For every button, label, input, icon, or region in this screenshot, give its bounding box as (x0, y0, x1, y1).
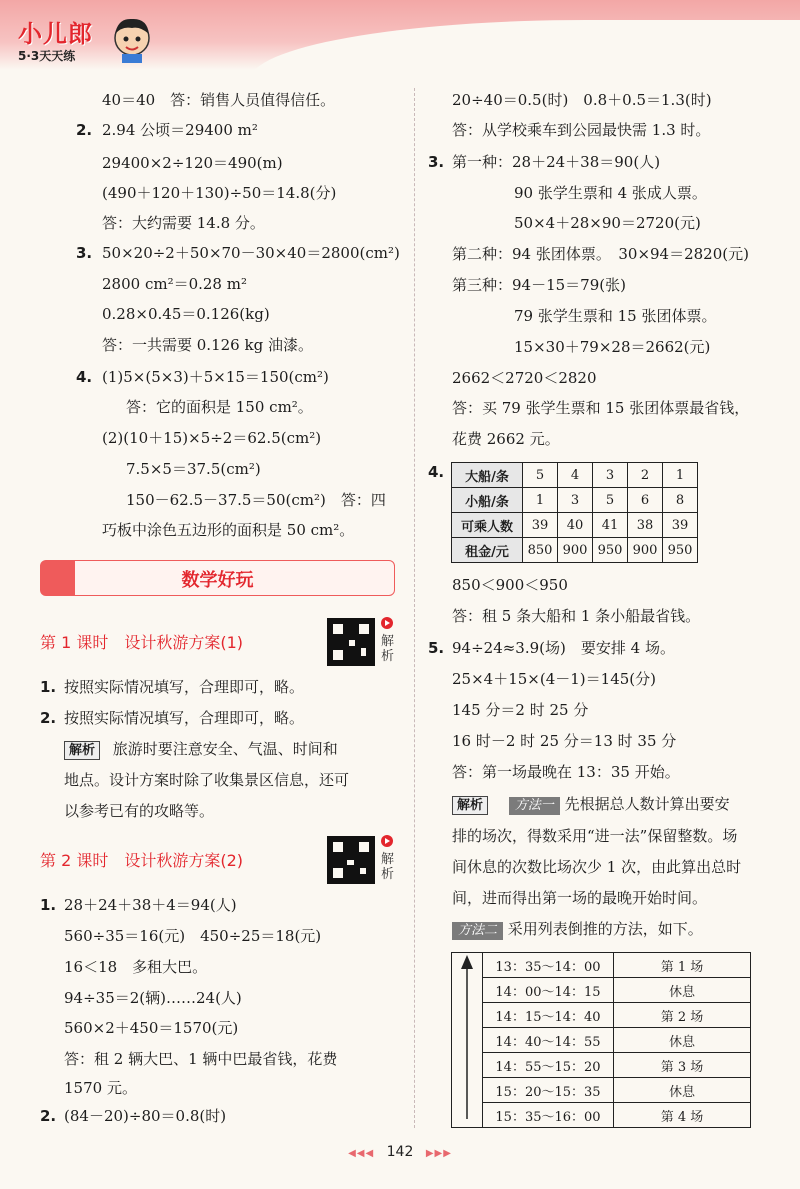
play-icon[interactable] (381, 617, 393, 629)
analysis-line: 间休息的次数比场次少 1 次，由此算出总时 (452, 858, 742, 876)
table-cell: 1 (663, 463, 698, 488)
analysis-text: 采用列表倒推的方法，如下。 (507, 920, 703, 938)
answer-line: 94÷24≈3.9(场) 要安排 4 场。 (452, 639, 675, 657)
table-cell: 6 (628, 488, 663, 513)
question-number: 1. (40, 678, 57, 696)
mascot-icon (110, 14, 154, 64)
time-cell: 14：00～14：15 (483, 978, 614, 1003)
analysis-text: 先根据总人数计算出要安 (564, 795, 730, 813)
event-cell: 第 3 场 (614, 1053, 751, 1078)
answer-line: 2800 cm²＝0.28 m² (102, 275, 247, 293)
table-row (452, 978, 751, 1003)
answer-line: 答：买 79 张学生票和 15 张团体票最省钱， (452, 399, 750, 417)
page-number: 142 (386, 1144, 414, 1160)
answer-line: 29400×2÷120＝490(m) (102, 154, 283, 172)
answer-line: 25×4＋15×(4－1)＝145(分) (452, 670, 656, 688)
qr-code-icon[interactable] (327, 618, 375, 666)
answer-line: 第三种：94－15＝79(张) (452, 276, 626, 294)
analysis-line (64, 739, 338, 760)
qr-label: 解析 (381, 634, 395, 664)
method-tag: 方法一 (509, 797, 560, 815)
answer-line: 第二种：94 张团体票。 30×94＝2820(元) (452, 245, 749, 263)
section-title: 数学好玩 (181, 570, 254, 591)
table-row (452, 1003, 751, 1028)
answer-line: 答：从学校乘车到公园最快需 1.3 时。 (452, 121, 711, 139)
answer-line: 850＜900＜950 (452, 576, 568, 594)
answer-line: (490＋120＋130)÷50＝14.8(分) (102, 184, 337, 202)
lesson-title: 第 2 课时 设计秋游方案(2) (40, 851, 244, 870)
lesson-title: 第 1 课时 设计秋游方案(1) (40, 633, 244, 652)
question-number: 1. (40, 896, 57, 914)
answer-line: 巧板中涂色五边形的面积是 50 cm²。 (102, 521, 355, 539)
table-cell: 39 (523, 513, 558, 538)
table-row (452, 1053, 751, 1078)
answer-line: 560÷35＝16(元) 450÷25＝18(元) (64, 927, 322, 945)
brand-logo (18, 14, 93, 64)
table-cell: 950 (663, 538, 698, 563)
time-cell: 15：20～15：35 (483, 1078, 614, 1103)
table-cell: 39 (663, 513, 698, 538)
row-header: 可乘人数 (452, 513, 523, 538)
table-cell: 3 (558, 488, 593, 513)
play-icon[interactable] (381, 835, 393, 847)
right-arrows-icon: ▶▶▶ (425, 1148, 452, 1159)
question-number: 4. (76, 368, 93, 386)
table-cell: 5 (523, 463, 558, 488)
answer-line: 答：第一场最晚在 13：35 开始。 (452, 763, 680, 781)
table-cell: 900 (628, 538, 663, 563)
answer-line: 第一种：28＋24＋38＝90(人) (452, 153, 661, 171)
event-cell: 休息 (614, 978, 751, 1003)
table-cell: 38 (628, 513, 663, 538)
answer-line: 2.94 公顷＝29400 m² (102, 121, 258, 139)
table-row (452, 513, 698, 538)
table-cell: 4 (558, 463, 593, 488)
answer-line: 答：租 5 条大船和 1 条小船最省钱。 (452, 607, 701, 625)
table-row (452, 488, 698, 513)
answer-line: 90 张学生票和 4 张成人票。 (514, 184, 707, 202)
qr-label: 解析 (381, 852, 395, 882)
time-cell: 14：40～14：55 (483, 1028, 614, 1053)
answer-line: 15×30＋79×28＝2662(元) (514, 338, 711, 356)
table-cell: 3 (593, 463, 628, 488)
analysis-line: 排的场次，得数采用“进一法”保留整数。场 (452, 827, 738, 845)
analysis-line (452, 794, 730, 815)
event-cell: 休息 (614, 1078, 751, 1103)
boat-table (451, 462, 698, 563)
event-cell: 第 1 场 (614, 953, 751, 978)
time-cell: 13：35～14：00 (483, 953, 614, 978)
up-arrow-icon (457, 953, 477, 1123)
answer-line: 答：它的面积是 150 cm²。 (126, 398, 313, 416)
answer-line: 50×4＋28×90＝2720(元) (514, 214, 701, 232)
question-number: 3. (76, 244, 93, 262)
left-arrows-icon: ◀◀◀ (348, 1148, 375, 1159)
answer-line: 560×2＋450＝1570(元) (64, 1019, 239, 1037)
answer-line: 答：一共需要 0.126 kg 油漆。 (102, 336, 313, 354)
row-header: 小船/条 (452, 488, 523, 513)
question-number: 5. (428, 639, 445, 657)
table-row (452, 1028, 751, 1053)
answer-line: 答：大约需要 14.8 分。 (102, 214, 265, 232)
answer-line: 花费 2662 元。 (452, 430, 560, 448)
answer-line: (1)5×(5×3)＋5×15＝150(cm²) (102, 368, 329, 386)
event-cell: 休息 (614, 1028, 751, 1053)
answer-line: 7.5×5＝37.5(cm²) (126, 460, 261, 478)
answer-line: 1570 元。 (64, 1079, 137, 1097)
analysis-tag: 解析 (452, 796, 488, 815)
analysis-line: 地点。设计方案时除了收集景区信息，还可 (64, 771, 350, 789)
answer-line: 16 时－2 时 25 分＝13 时 35 分 (452, 732, 677, 750)
qr-code-icon[interactable] (327, 836, 375, 884)
table-cell: 900 (558, 538, 593, 563)
answer-line: (2)(10＋15)×5÷2＝62.5(cm²) (102, 429, 322, 447)
column-divider (414, 88, 415, 1128)
method-tag: 方法二 (452, 922, 503, 940)
arrow-cell (452, 953, 483, 1128)
analysis-line: 间，进而得出第一场的最晚开始时间。 (452, 889, 708, 907)
table-cell: 5 (593, 488, 628, 513)
answer-line: 79 张学生票和 15 张团体票。 (514, 307, 717, 325)
analysis-line: 以参考已有的攻略等。 (64, 802, 215, 820)
table-row (452, 1103, 751, 1128)
event-cell: 第 2 场 (614, 1003, 751, 1028)
answer-line: 145 分＝2 时 25 分 (452, 701, 589, 719)
answer-line: 按照实际情况填写，合理即可，略。 (64, 678, 305, 696)
answer-line: 150－62.5－37.5＝50(cm²) 答：四 (126, 491, 386, 509)
answer-line: 0.28×0.45＝0.126(kg) (102, 305, 270, 323)
answer-line: 2662＜2720＜2820 (452, 369, 597, 387)
answer-line: 按照实际情况填写，合理即可，略。 (64, 709, 305, 727)
row-header: 租金/元 (452, 538, 523, 563)
answer-line: 16＜18 多租大巴。 (64, 958, 208, 976)
schedule-table (451, 952, 751, 1128)
row-header: 大船/条 (452, 463, 523, 488)
table-cell: 41 (593, 513, 628, 538)
analysis-tag: 解析 (64, 741, 100, 760)
question-number: 3. (428, 153, 445, 171)
table-row (452, 463, 698, 488)
table-cell: 1 (523, 488, 558, 513)
table-cell: 8 (663, 488, 698, 513)
analysis-line (452, 919, 703, 940)
question-number: 2. (40, 1107, 57, 1125)
answer-line: 40＝40 答：销售人员值得信任。 (102, 91, 336, 109)
time-cell: 14：55～15：20 (483, 1053, 614, 1078)
time-cell: 14：15～14：40 (483, 1003, 614, 1028)
section-banner (40, 560, 395, 596)
table-row (452, 538, 698, 563)
table-cell: 950 (593, 538, 628, 563)
analysis-text: 旅游时要注意安全、气温、时间和 (112, 740, 338, 758)
answer-line: 94÷35＝2(辆)……24(人) (64, 989, 242, 1007)
event-cell: 第 4 场 (614, 1103, 751, 1128)
question-number: 2. (40, 709, 57, 727)
question-number: 4. (428, 463, 445, 481)
answer-line: 28＋24＋38＋4＝94(人) (64, 896, 237, 914)
table-cell: 850 (523, 538, 558, 563)
answer-line: 答：租 2 辆大巴、1 辆中巴最省钱，花费 (64, 1050, 338, 1068)
table-cell: 40 (558, 513, 593, 538)
table-cell: 2 (628, 463, 663, 488)
answer-line: 20÷40＝0.5(时) 0.8＋0.5＝1.3(时) (452, 91, 712, 109)
answer-line: (84－20)÷80＝0.8(时) (64, 1107, 227, 1125)
brand-series: 5·3天天练 (18, 49, 76, 63)
brand-name: 小儿郎 (18, 20, 93, 48)
time-cell: 15：35～16：00 (483, 1103, 614, 1128)
page-footer (0, 1144, 800, 1160)
table-row (452, 953, 751, 978)
table-row (452, 1078, 751, 1103)
answer-line: 50×20÷2＋50×70－30×40＝2800(cm²) (102, 244, 400, 262)
question-number: 2. (76, 121, 93, 139)
